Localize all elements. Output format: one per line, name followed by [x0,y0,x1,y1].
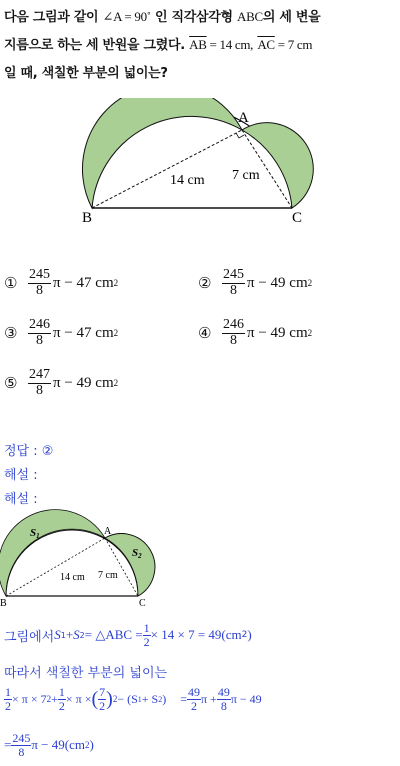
segment-ac: $\overline{AC}$ [257,37,275,52]
label-c: C [292,210,303,226]
angle-expression: ∠A = 90˚ [102,9,151,24]
label-ac-length: 7 cm [232,168,260,183]
solution-line-1: 그림에서 S 1 + S 2 = △ABC = $\frac{1}{2}$ × 14 × 7 = 49 (cm 2 ) [4,621,252,649]
main-figure [70,98,350,230]
label-a: A [238,110,249,126]
question-line-1: 다음 그림과 같이 ∠A = 90˚ 인 직각삼각형 ABC의 세 변을 [4,9,321,25]
solution-label-b: B [0,598,7,608]
solution-line-3: $\frac{1}{2}$ × π × 7 2 + $\frac{1}{2}$ × π × ( $\frac{7}{2}$ ) 2 − (S 1 + S 2 ) = $\frac{49}{2}$ π + $\frac{49}{8}$ π − 49 [5,685,262,713]
option-5[interactable]: ⑤ $\frac{247}{8}$ π − 49 cm 2 [4,367,119,398]
explanation-label-2: 해설 : [4,492,38,507]
solution-shaded-s1 [0,510,105,596]
shaded-region-s2 [242,123,313,208]
solution-label-s1: S1 [30,527,40,540]
question-line-2: 지름으로 하는 세 반원을 그렸다. $\overline{AB} = 14$ cm, $\overline{AC} = 7$ cm [4,37,313,53]
solution-label-c: C [139,598,146,608]
shaded-region-s1 [82,98,242,208]
question-line-3: 일 때, 색칠한 부분의 넓이는? [4,66,168,81]
option-1[interactable]: ① $\frac{245}{8}$ π − 47 cm 2 [4,267,119,298]
solution-line-4: = $\frac{245}{8}$ π − 49 (cm 2 ) [4,731,94,759]
explanation-label-1: 해설 : [4,468,38,483]
solution-label-a: A [104,526,112,537]
solution-figure [0,508,170,608]
label-ab-length: 14 cm [170,173,205,188]
solution-label-ac-length: 7 cm [98,570,118,581]
answer-label: 정답 : ② [4,444,54,459]
solution-line-2: 따라서 색칠한 부분의 넓이는 [4,666,168,681]
label-b: B [82,210,93,226]
option-2[interactable]: ② $\frac{245}{8}$ π − 49 cm 2 [198,267,313,298]
option-4[interactable]: ④ $\frac{246}{8}$ π − 49 cm 2 [198,317,313,348]
segment-ab: $\overline{AB}$ [189,37,207,52]
solution-label-s2: S2 [132,547,142,560]
solution-label-ab-length: 14 cm [60,572,85,583]
right-angle-mark [236,133,244,138]
option-3[interactable]: ③ $\frac{246}{8}$ π − 47 cm 2 [4,317,119,348]
